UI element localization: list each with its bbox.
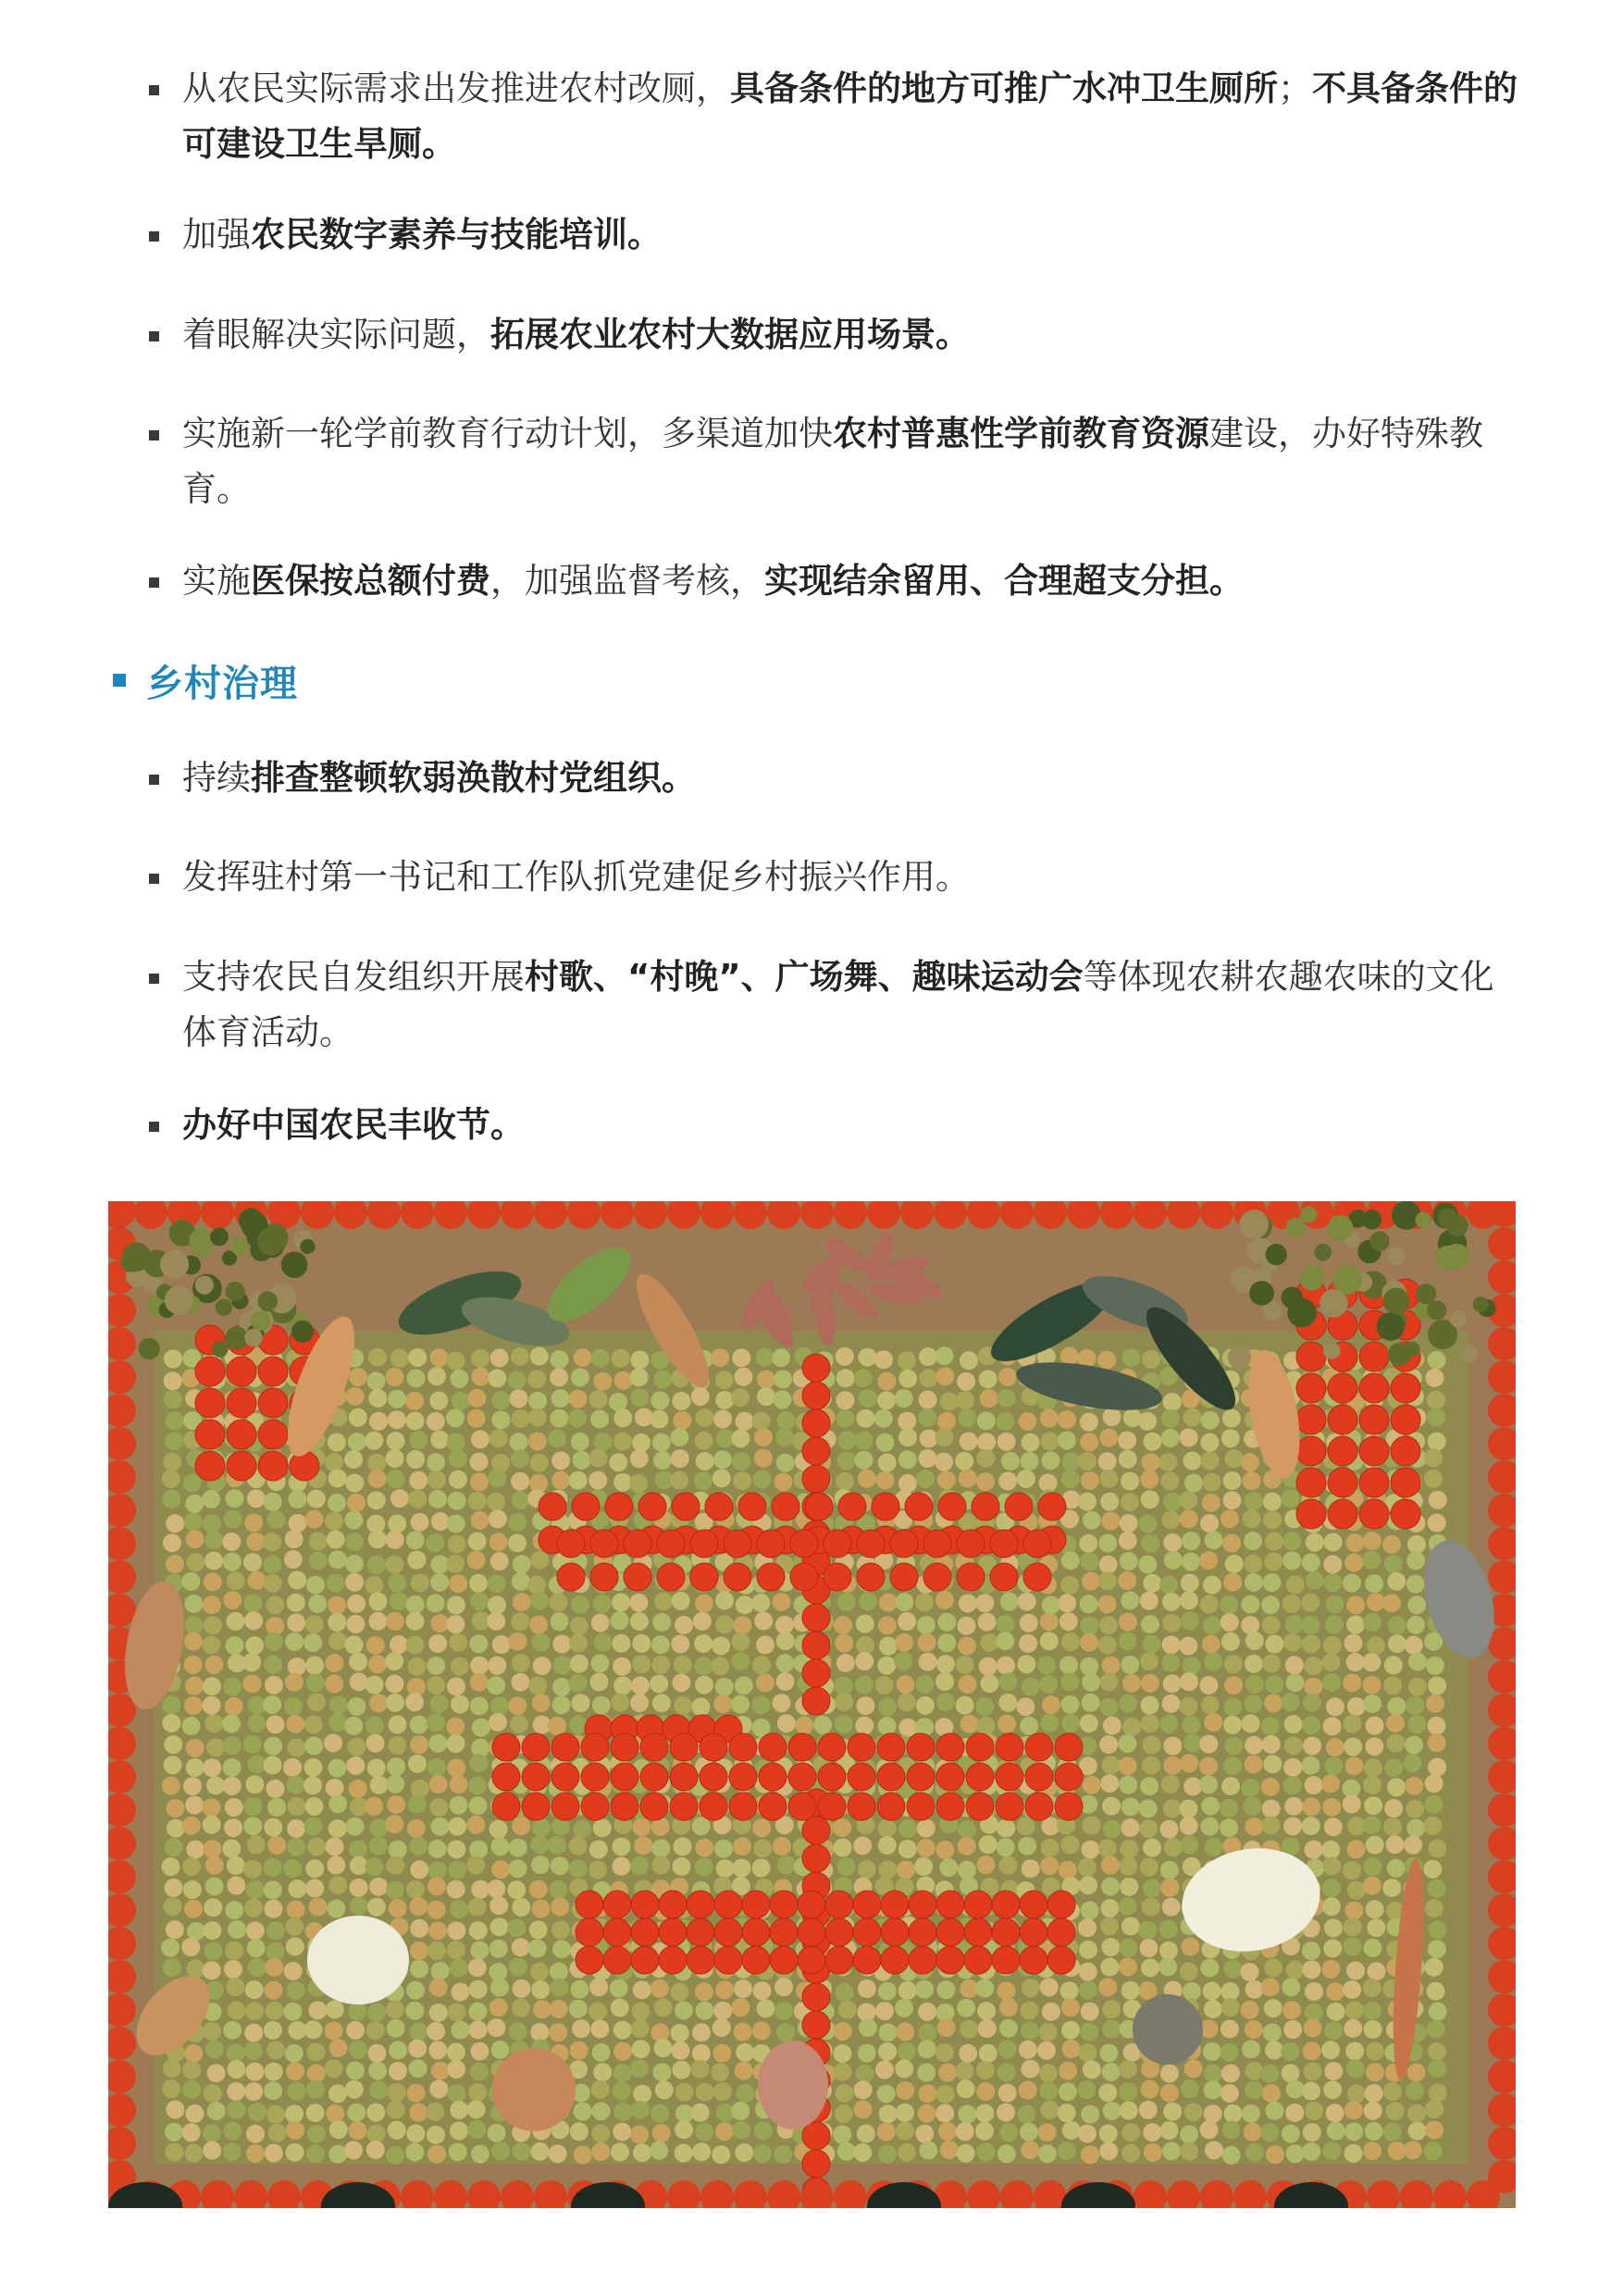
- list-item: [182, 850, 1524, 905]
- bold-text: 村歌、“村晚”、广场舞、趣味运动会: [525, 957, 1084, 997]
- bold-text: 办好中国农民丰收节。: [182, 1105, 525, 1145]
- bold-text: 实现结余留用、合理超支分担。: [764, 561, 1244, 601]
- harvest-mosaic-photo: [108, 1201, 1516, 2208]
- text-run: ；: [1278, 68, 1312, 108]
- section-square-icon: [113, 674, 126, 687]
- item-text: [182, 315, 970, 354]
- bullet-icon: [149, 231, 159, 242]
- bold-text: 农村普惠性学前教育资源: [833, 414, 1209, 453]
- section-title: 乡村治理: [146, 662, 298, 705]
- text-run: 发挥驻村第一书记和工作队抓党建促乡村振兴作用。: [182, 857, 970, 897]
- list-item: [182, 61, 1524, 172]
- item-text: [182, 857, 970, 897]
- bullet-icon: [149, 85, 159, 95]
- item-text: [182, 1105, 525, 1145]
- bold-text: 农民数字素养与技能培训。: [251, 215, 662, 254]
- bold-text: 不具备条件的可建设卫生旱厕。: [182, 68, 1518, 164]
- item-text: [182, 957, 1494, 1052]
- item-text: [182, 414, 1483, 509]
- list-item: [182, 949, 1524, 1061]
- bullet-icon: [149, 1122, 159, 1132]
- text-run: 实施: [182, 561, 251, 601]
- list-item: [182, 751, 1524, 806]
- bullet-icon: [149, 430, 159, 441]
- section-heading: [113, 652, 298, 708]
- produce-mosaic-image: [108, 1201, 1516, 2208]
- bullet-icon: [149, 775, 159, 785]
- bullet-icon: [149, 331, 159, 341]
- item-text: [182, 561, 1244, 601]
- list-item: [182, 307, 1524, 363]
- text-run: 实施新一轮学前教育行动计划，多渠道加快: [182, 414, 833, 453]
- list-item: [182, 1098, 1524, 1153]
- item-text: [182, 758, 696, 798]
- bold-text: 具备条件的地方可推广水冲卫生厕所: [730, 68, 1278, 108]
- text-run: 等体现农耕农趣农味的文化体育活动。: [182, 957, 1494, 1052]
- bullet-icon: [149, 974, 159, 984]
- item-text: [182, 68, 1518, 164]
- text-run: 加强: [182, 215, 251, 254]
- text-run: 持续: [182, 758, 251, 798]
- text-run: ，加强监督考核，: [490, 561, 764, 601]
- bullet-icon: [149, 874, 159, 884]
- text-run: 建设，办好特殊教育。: [182, 414, 1483, 509]
- bold-text: 拓展农业农村大数据应用场景。: [490, 315, 970, 354]
- list-item: [182, 553, 1524, 609]
- bold-text: 排查整顿软弱涣散村党组织。: [251, 758, 696, 798]
- text-run: 着眼解决实际问题，: [182, 315, 490, 354]
- text-run: 支持农民自发组织开展: [182, 957, 525, 997]
- bold-text: 医保按总额付费: [251, 561, 490, 601]
- item-text: [182, 215, 662, 254]
- text-run: 从农民实际需求出发推进农村改厕，: [182, 68, 730, 108]
- bullet-icon: [149, 577, 159, 588]
- list-item: [182, 406, 1524, 517]
- list-item: [182, 207, 1524, 263]
